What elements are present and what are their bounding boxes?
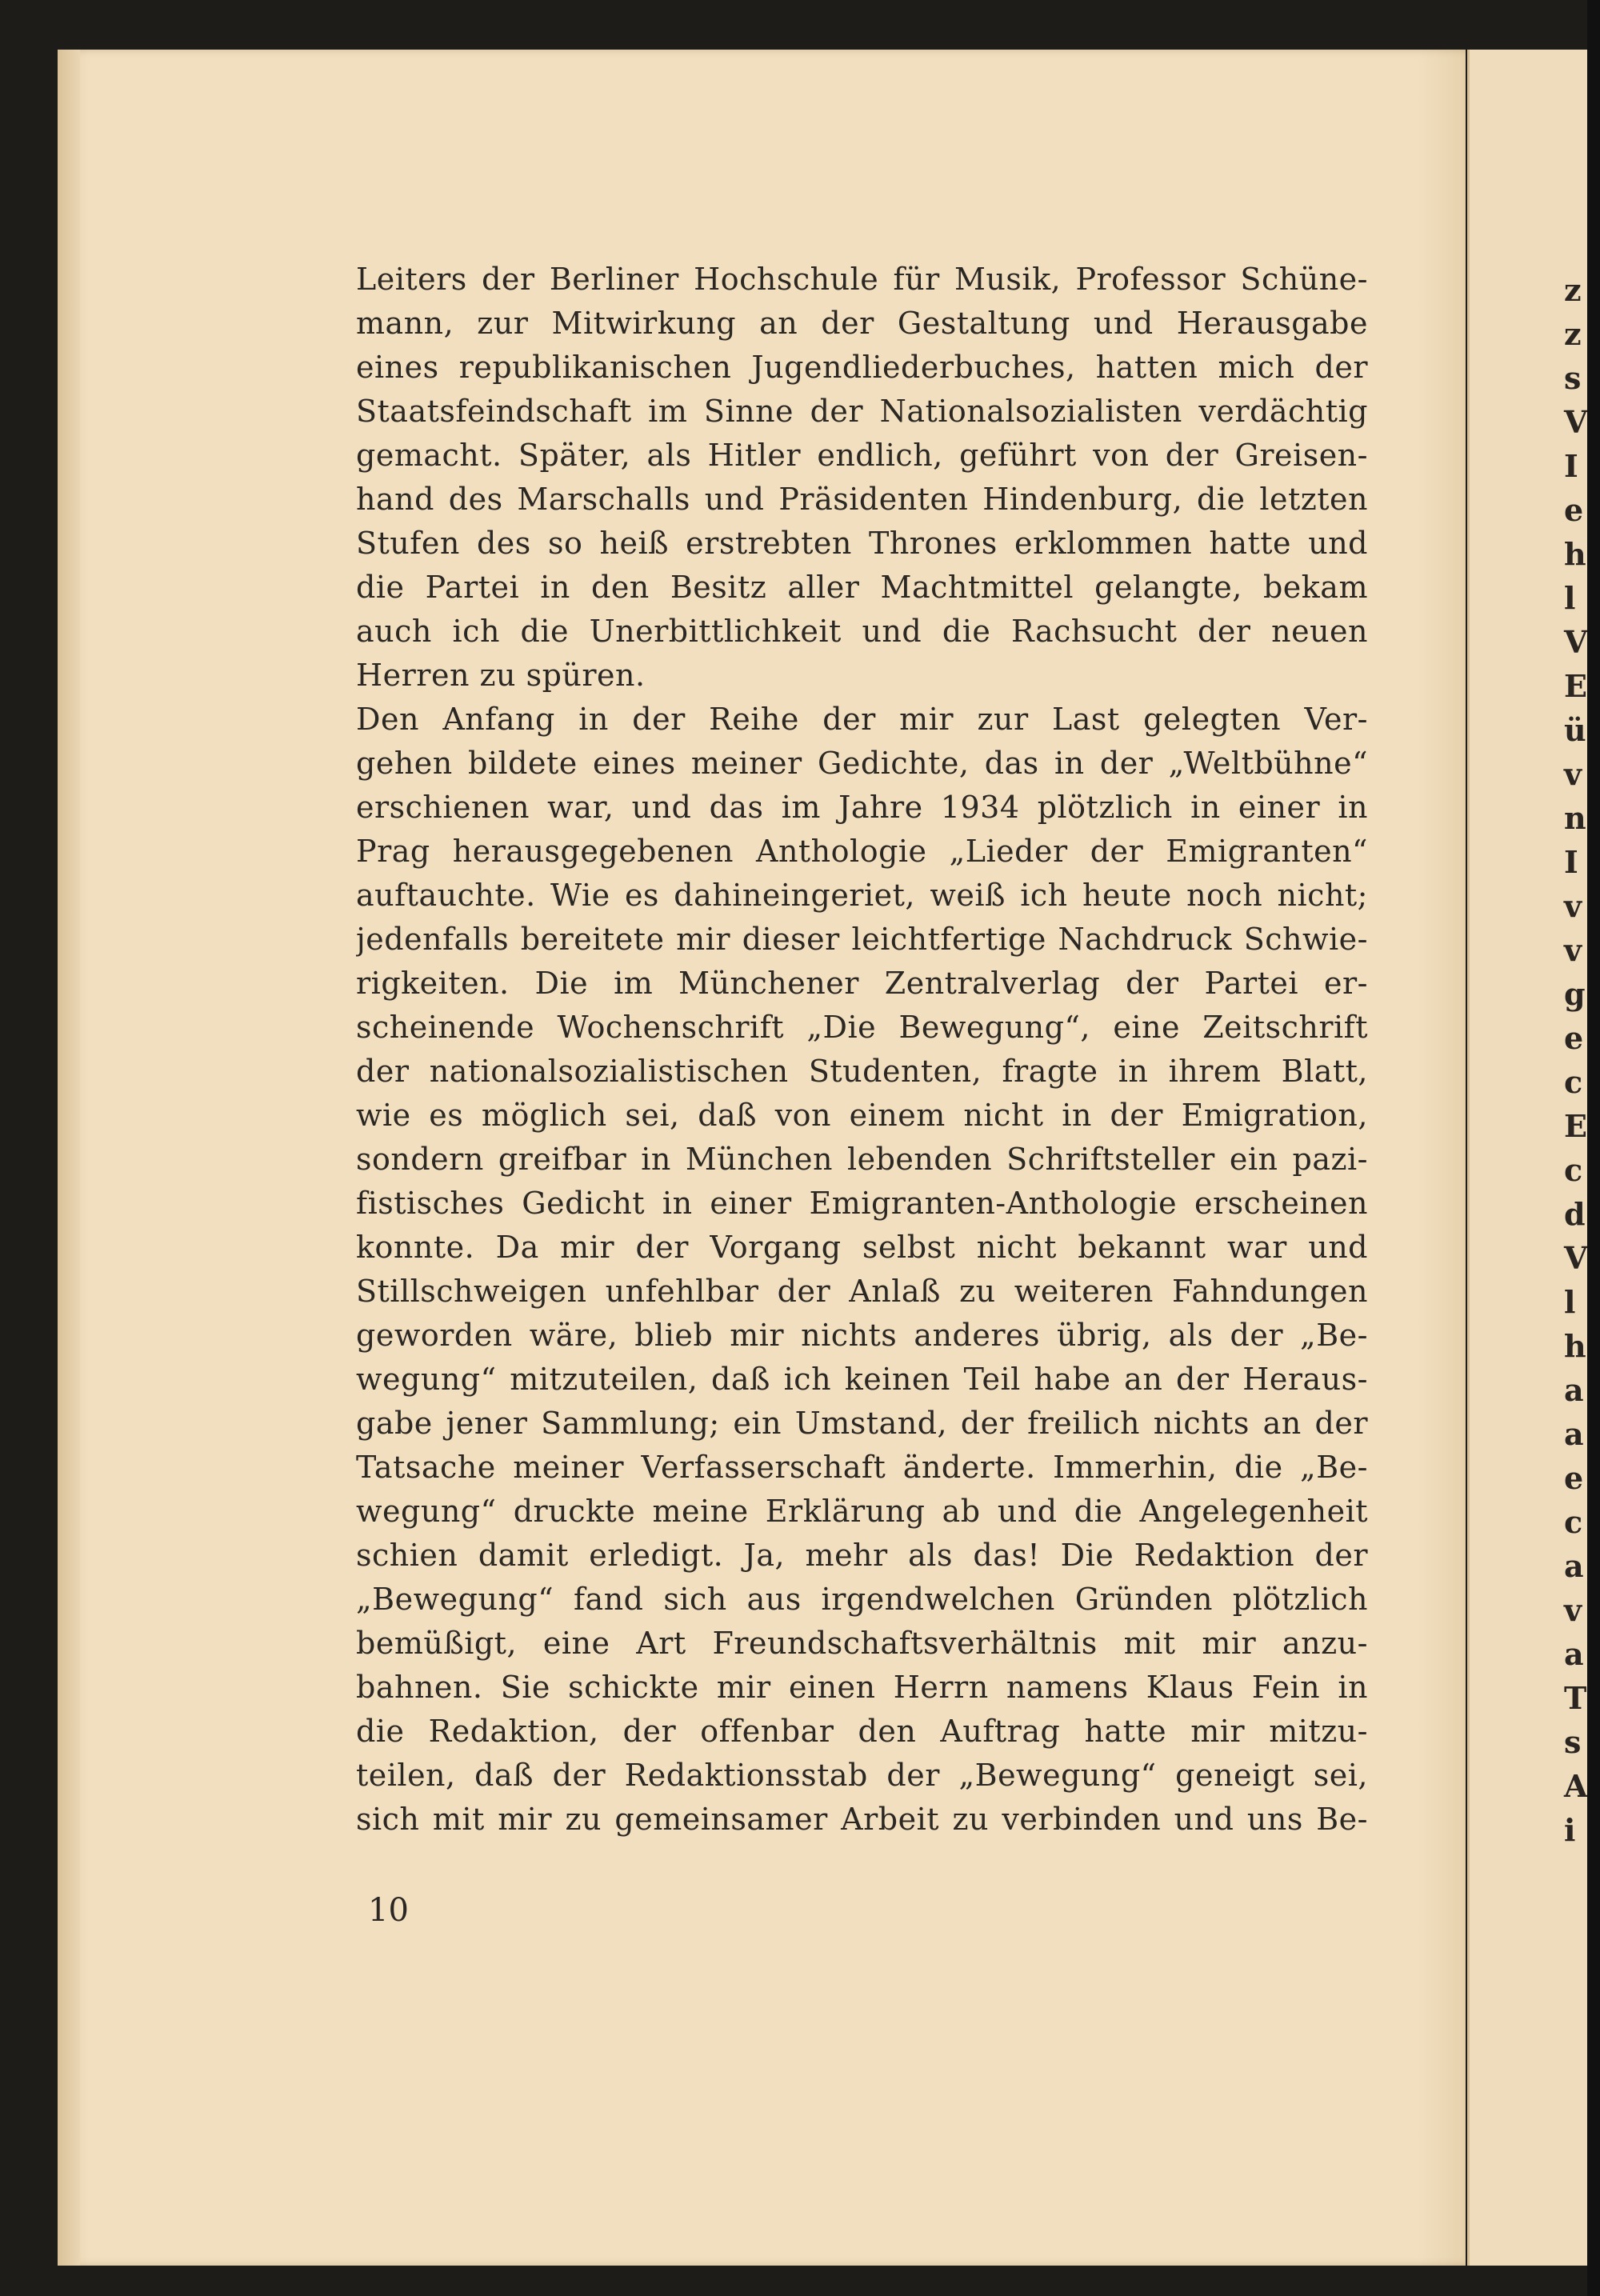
text-line: teilen, daß der Redaktionsstab der „Bewegung“ geneigt sei, (356, 1758, 1368, 1793)
next-page-letter: h (1564, 536, 1586, 572)
text-line: Staatsfeindschaft im Sinne der Nationalsozialisten verdächtig (356, 394, 1368, 429)
text-line: auch ich die Unerbittlichkeit und die Rachsucht der neuen (356, 614, 1368, 649)
next-page-letter: E (1564, 668, 1587, 704)
text-line: Herren zu spüren. (356, 658, 646, 693)
text-line: fistisches Gedicht in einer Emigranten-Anthologie erscheinen (356, 1186, 1368, 1221)
next-page-letter: a (1564, 1636, 1584, 1672)
next-page-letter: e (1564, 1460, 1584, 1496)
next-page-letter: v (1564, 888, 1582, 924)
text-line: konnte. Da mir der Vorgang selbst nicht bekannt war und (356, 1230, 1368, 1265)
next-page-letter: d (1564, 1196, 1586, 1232)
next-page-letter: s (1564, 1724, 1582, 1760)
next-page-letter: c (1564, 1064, 1583, 1100)
text-line: wie es möglich sei, daß von einem nicht in der Emigration, (356, 1098, 1368, 1133)
next-page-letter: A (1564, 1768, 1588, 1804)
next-page-letter: z (1564, 316, 1582, 352)
text-line: Tatsache meiner Verfasserschaft änderte. Immerhin, die „Be- (356, 1450, 1368, 1485)
next-page-letter: z (1564, 272, 1582, 308)
text-line: Stillschweigen unfehlbar der Anlaß zu weiteren Fahndungen (356, 1274, 1368, 1309)
text-line: wegung“ mitzuteilen, daß ich keinen Teil habe an der Heraus- (356, 1362, 1368, 1397)
text-line: gabe jener Sammlung; ein Umstand, der freilich nichts an der (356, 1406, 1368, 1441)
text-line: mann, zur Mitwirkung an der Gestaltung und Herausgabe (356, 306, 1368, 341)
text-line: gehen bildete eines meiner Gedichte, das in der „Weltbühne“ (356, 746, 1368, 781)
next-page-letter: e (1564, 1020, 1584, 1056)
text-line: wegung“ druckte meine Erklärung ab und die Angelegenheit (356, 1494, 1368, 1529)
text-line: auftauchte. Wie es dahineingeriet, weiß ich heute noch nicht; (356, 878, 1368, 913)
text-line: scheinende Wochenschrift „Die Bewegung“, eine Zeitschrift (356, 1010, 1368, 1045)
text-line: sich mit mir zu gemeinsamer Arbeit zu verbinden und uns Be- (356, 1802, 1368, 1837)
text-line: Prag herausgegebenen Anthologie „Lieder der Emigranten“ (356, 834, 1368, 869)
next-page-letter: a (1564, 1416, 1584, 1452)
text-line: bahnen. Sie schickte mir einen Herrn namens Klaus Fein in (356, 1670, 1368, 1705)
text-line: Leiters der Berliner Hochschule für Musik, Professor Schüne- (356, 262, 1368, 297)
next-page-letters (1564, 268, 1588, 1852)
next-page-letter: g (1564, 976, 1586, 1012)
text-line: sondern greifbar in München lebenden Schriftsteller ein pazi- (356, 1142, 1368, 1177)
text-line: erschienen war, und das im Jahre 1934 plötzlich in einer in (356, 790, 1368, 825)
next-page-letter: V (1564, 624, 1588, 660)
scan-border (1587, 0, 1600, 2296)
text-line: eines republikanischen Jugendliederbuches, hatten mich der (356, 350, 1368, 385)
text-line: gemacht. Später, als Hitler endlich, geführt von der Greisen- (356, 438, 1368, 473)
next-page-letter: c (1564, 1152, 1583, 1188)
next-page-letter: c (1564, 1504, 1583, 1540)
text-line: Den Anfang in der Reihe der mir zur Last gelegten Ver- (356, 702, 1368, 737)
next-page-letter: e (1564, 492, 1584, 528)
text-line: schien damit erledigt. Ja, mehr als das! Die Redaktion der (356, 1538, 1368, 1573)
next-page-letter: V (1564, 404, 1588, 440)
next-page-letter: I (1564, 448, 1578, 484)
next-page-letter: i (1564, 1812, 1576, 1848)
page-gutter (58, 50, 80, 2266)
text-line: die Redaktion, der offenbar den Auftrag hatte mir mitzu- (356, 1714, 1368, 1749)
text-line: die Partei in den Besitz aller Machtmittel gelangte, bekam (356, 570, 1368, 605)
text-line: „Bewegung“ fand sich aus irgendwelchen Gründen plötzlich (356, 1582, 1368, 1617)
next-page-letter: a (1564, 1372, 1584, 1408)
next-page-letter: I (1564, 844, 1578, 880)
text-line: Stufen des so heiß erstrebten Thrones erklommen hatte und (356, 526, 1368, 561)
next-page-letter: T (1564, 1680, 1587, 1716)
text-line: jedenfalls bereitete mir dieser leichtfertige Nachdruck Schwie- (356, 922, 1368, 957)
text-line: rigkeiten. Die im Münchener Zentralverlag der Partei er- (356, 966, 1368, 1001)
text-line: der nationalsozialistischen Studenten, fragte in ihrem Blatt, (356, 1054, 1368, 1089)
text-line: bemüßigt, eine Art Freundschaftsverhältnis mit mir anzu- (356, 1626, 1368, 1661)
text-line: geworden wäre, blieb mir nichts anderes übrig, als der „Be- (356, 1318, 1368, 1353)
next-page-letter: E (1564, 1108, 1587, 1144)
next-page-letter: l (1564, 1284, 1576, 1320)
next-page-letter: v (1564, 756, 1582, 792)
next-page-letter: ü (1564, 712, 1586, 748)
next-page-letter: n (1564, 800, 1586, 836)
page-number: 10 (368, 1892, 409, 1929)
next-page-letter: v (1564, 1592, 1582, 1628)
next-page-letter: l (1564, 580, 1576, 616)
text-line: hand des Marschalls und Präsidenten Hindenburg, die letzten (356, 482, 1368, 517)
next-page-letter: V (1564, 1240, 1588, 1276)
body-text (356, 258, 1368, 1842)
next-page-letter: s (1564, 360, 1582, 396)
next-page-letter: v (1564, 932, 1582, 968)
next-page-letter: h (1564, 1328, 1586, 1364)
next-page-letter: a (1564, 1548, 1584, 1584)
